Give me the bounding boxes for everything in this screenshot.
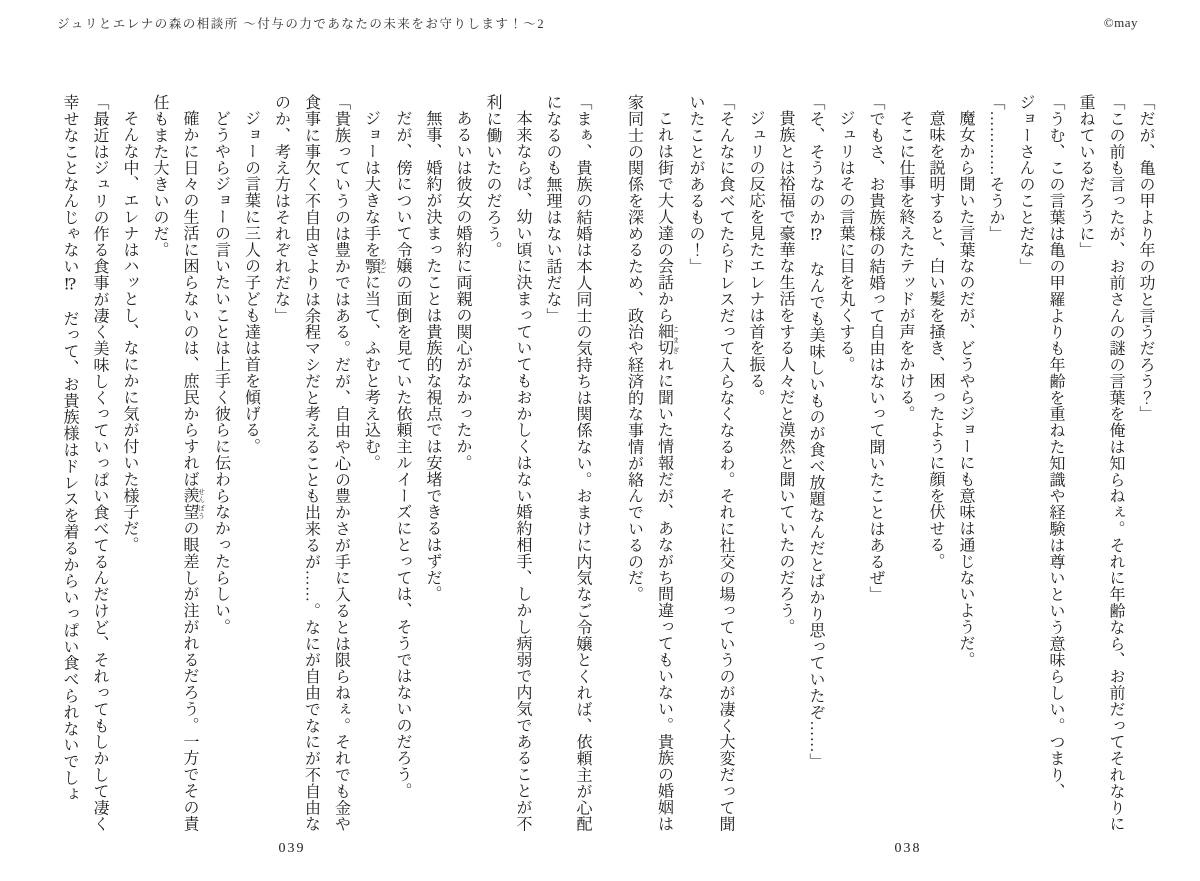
text-line: どうやらジョーの言いたいことは上手く彼らに伝わらなかったらしい。: [212, 110, 230, 635]
furigana: 羨望 せんぼう: [181, 487, 206, 521]
text-line: 幸せなことなんじゃない⁉ だって、お貴族様はドレスを着るからいっぱい食べられないでしょ: [61, 94, 78, 803]
page-038: [615, 94, 1160, 836]
text-line: 「最近はジュリの作る食事が凄く美味しくっていっぱい食べてるんだけど、それってもしかして凄く: [91, 94, 108, 832]
text-line: になるのも無理はない話だな」: [544, 94, 561, 324]
text-line: 「…………そうか」: [987, 94, 1004, 242]
text-line: 「この前も言ったが、お前さんの謎の言葉を俺は知らねぇ。それに年齢なら、お前だってそれなりに: [1107, 94, 1124, 832]
text-line: 「でもさ、お貴族様の結婚って自由はないって聞いたことはあるぜ」: [867, 94, 884, 603]
text-line: これは街で大人達の会話から細切 こまぎれに聞いた情報だが、あながち間違ってもいない。貴族の婚姻は: [655, 110, 680, 832]
book-title: ジュリとエレナの森の相談所 ～付与の力であなたの未来をお守りします！～2: [57, 17, 546, 31]
text-line: いたことがあるもの！」: [687, 94, 704, 275]
text-line: のか、考え方はそれぞれだな」: [272, 94, 290, 324]
text-line: だが、傍について令嬢の面倒を見ていた依頼主ルイーズにとっては、そうではないのだろう。: [394, 110, 411, 799]
text-line: 「貴族っていうのは豊かではある。だが、自由や心の豊かさが手に入るとは限らねぇ。それでも金や: [332, 94, 350, 832]
text-line: ジョーの言葉に三人の子ども達は首を傾げる。: [242, 110, 260, 455]
furigana: 細切 こまぎ: [655, 323, 680, 357]
text-line: 「うむ、この言葉は亀の甲羅よりも年齢を重ねた知識や経験は尊いという意味らしい。つまり、: [1047, 94, 1064, 800]
text-line: 「そ、そうなのか⁉ なんでも美味しいものが食べ放題なんだとばかり思っていたぞ……」: [807, 94, 824, 770]
text-line: ジュリはその言葉に目を丸くする。: [837, 110, 854, 373]
page-039: [57, 94, 597, 836]
text-line: 貴族とは裕福で豪華な生活をする人々だと漠然と聞いていたのだろう。: [777, 110, 794, 635]
page-number-right: 038: [894, 841, 922, 856]
text-line: あるいは彼女の婚約に両親の関心がなかったか。: [454, 110, 471, 471]
page-number-left: 039: [278, 841, 306, 856]
text-line: ジュリの反応を見たエレナは首を振る。: [747, 110, 764, 406]
text-line: 「まぁ、貴族の結婚は本人同士の気持ちは関係ない。おまけに内気なご令嬢とくれば、依頼主が心配: [574, 94, 591, 832]
text-line: 意味を説明すると、白い髪を掻き、困ったように顔を伏せる。: [927, 110, 944, 570]
page-038-text: [619, 94, 1161, 836]
text-line: そんな中、エレナはハッとし、なにかに気が付いた様子だ。: [121, 110, 138, 553]
text-line: 「そんなに食べてたらドレスだって入らなくなるわ。それに社交の場っていうのが凄く大変だって聞: [717, 94, 734, 832]
text-line: 確かに日々の生活に困らないのは、庶民からすれば羨望 せんぼうの眼差しが注がれるだろう。一方でその責: [181, 110, 206, 832]
page-039-text: [54, 94, 597, 836]
text-line: ジョーは大きな手を顎 あごに当て、ふむと考え込む。: [362, 110, 387, 471]
text-line: 家同士の関係を深めるため、政治や経済的な事情が絡んでいるのだ。: [625, 94, 643, 603]
text-line: ジョーさんのことだな」: [1017, 94, 1034, 275]
text-line: 無事、婚約が決まったことは貴族的な視点では安堵できるはずだ。: [424, 110, 441, 602]
text-line: 食事に事欠く不自由さよりは余程マシだと考えることも出来るが……。なにが自由でなにが不自由な: [302, 94, 320, 832]
text-line: 重ねているだろうに」: [1077, 94, 1094, 258]
text-line: 利に働いたのだろう。: [484, 94, 501, 258]
text-line: 魔女から聞いた言葉なのだが、どうやらジョーにも意味は通じないようだ。: [957, 110, 974, 668]
text-line: そこに仕事を終えたテッドが声をかける。: [897, 110, 914, 422]
text-line: 本来ならば、幼い頃に決まっていてもおかしくはない婚約相手、しかし病弱で内気であることが不: [514, 110, 531, 832]
text-line: 任もまた大きいのだ。: [151, 94, 168, 258]
copyright-credit: ©may: [1103, 15, 1138, 30]
text-line: 「だが、亀の甲より年の功と言うだろう？」: [1137, 94, 1154, 422]
furigana: 顎 あご: [362, 257, 387, 275]
